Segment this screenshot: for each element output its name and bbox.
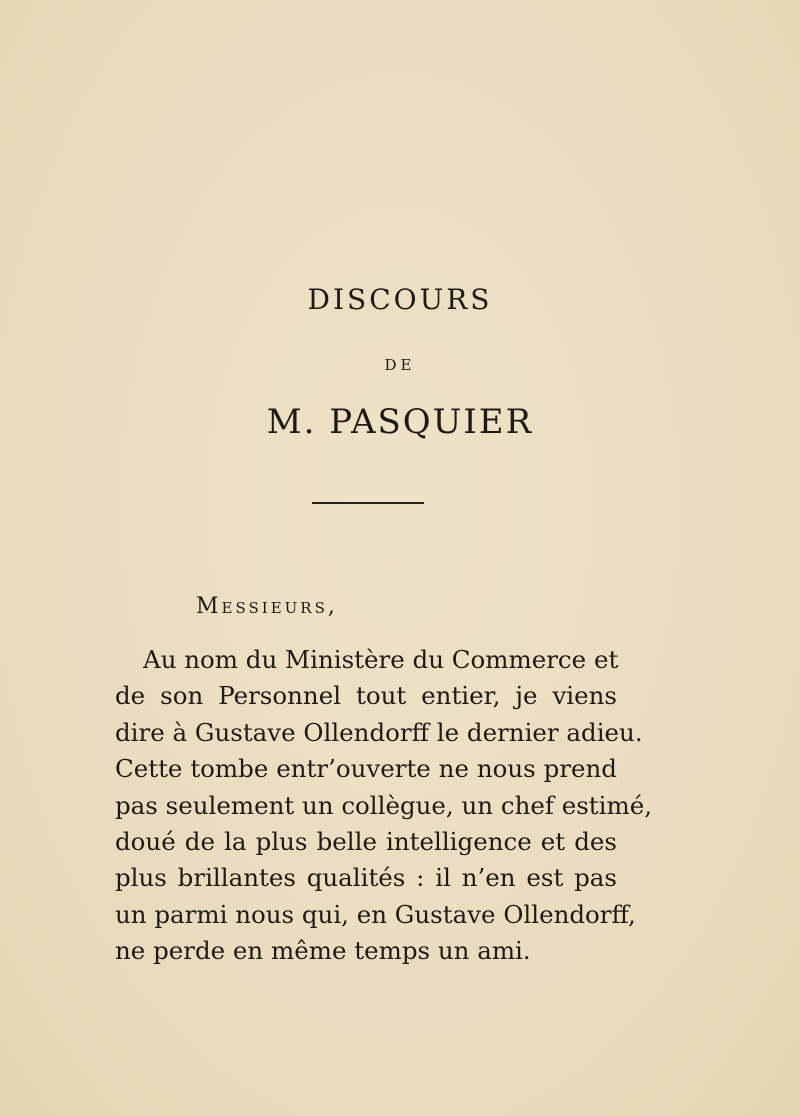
- text-line: plus brillantes qualités : il n’en est pas: [115, 863, 617, 893]
- text-line: de son Personnel tout entier, je viens: [115, 681, 617, 711]
- text-line: ne perde en même temps un ami.: [115, 936, 531, 966]
- text-line: un parmi nous qui, en Gustave Ollendorff,: [115, 899, 636, 929]
- text-line: pas seulement un collègue, un chef estimé,: [115, 790, 652, 820]
- speaker-name: M. PASQUIER: [266, 402, 534, 442]
- salutation: Messieurs,: [196, 594, 338, 619]
- text-line: dire à Gustave Ollendorff le dernier adieu.: [115, 717, 643, 747]
- title-connector: DE: [384, 356, 416, 374]
- page-title: DISCOURS: [307, 283, 493, 316]
- text-line: Cette tombe entr’ouverte ne nous prend: [115, 754, 617, 784]
- speech-paragraph: [115, 642, 652, 970]
- text-line: Au nom du Ministère du Commerce et: [143, 645, 619, 674]
- separator-rule: [312, 502, 424, 504]
- text-line: doué de la plus belle intelligence et des: [115, 827, 617, 857]
